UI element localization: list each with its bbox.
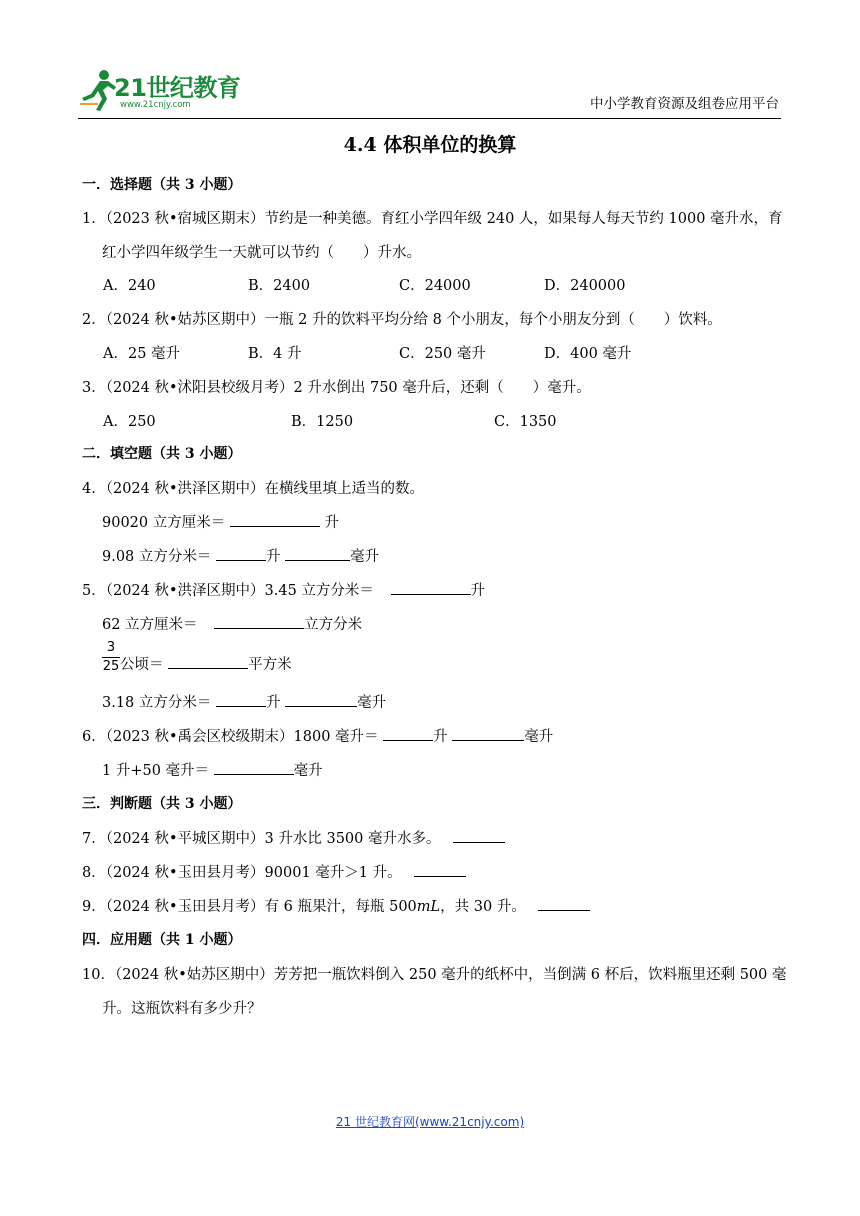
footer-link[interactable]: 21 世纪教育网(www.21cnjy.com) [335, 1115, 525, 1129]
logo-url: www.21cnjy.com [120, 100, 191, 110]
question-10-line-2: 升。这瓶饮料有多少升？ [102, 1001, 262, 1017]
q3-option-c: C．1350 [494, 414, 557, 430]
q6b-blank[interactable] [214, 760, 294, 775]
q4b-unit-1: 升 [266, 549, 281, 565]
q9-prefix: 9．（2024 秋•玉田县月考）有 6 瓶果汁，每瓶 500 [82, 899, 417, 915]
platform-name: 中小学教育资源及组卷应用平台 [590, 96, 779, 112]
q9-unit: mL [416, 899, 441, 915]
logo [78, 66, 258, 118]
page-header [78, 66, 781, 119]
q2-option-c: C．250 毫升 [399, 346, 486, 362]
question-6-line-a [82, 725, 553, 746]
q4b-unit-2: 毫升 [350, 549, 380, 565]
section-heading-4: 四．应用题（共 1 小题） [82, 932, 242, 948]
question-4-line-1: 4．（2024 秋•洪泽区期中）在横线里填上适当的数。 [82, 481, 425, 497]
q1-option-d: D．240000 [544, 278, 626, 294]
q5b-blank[interactable] [214, 614, 304, 629]
fraction-numerator: 3 [106, 640, 116, 655]
question-9 [82, 895, 590, 916]
q4a-prefix: 90020 立方厘米＝ [102, 515, 226, 531]
q5c-prefix: 公顷＝ [120, 657, 164, 673]
q6b-prefix: 1 升+50 毫升＝ [102, 763, 210, 779]
q5d-blank-2[interactable] [285, 692, 357, 707]
question-4-line-b [102, 545, 379, 566]
question-8 [82, 861, 466, 882]
q5a-blank[interactable] [391, 580, 471, 595]
fraction-denominator: 25 [102, 659, 120, 674]
q1-option-b: B．2400 [248, 278, 311, 294]
q2-option-a: A．25 毫升 [103, 346, 181, 362]
q6b-suffix: 毫升 [293, 763, 323, 779]
question-1-line-2: 红小学四年级学生一天就可以节约（ ）升水。 [102, 245, 421, 261]
q4b-prefix: 9.08 立方分米＝ [102, 549, 212, 565]
question-5-line-d [102, 691, 386, 712]
q5c-blank[interactable] [168, 654, 248, 669]
q6a-prefix: 6．（2023 秋•禹会区校级期末）1800 毫升＝ [82, 729, 379, 745]
q4b-blank-2[interactable] [285, 546, 350, 561]
fraction-bar [102, 657, 120, 658]
q4a-blank[interactable] [230, 512, 320, 527]
q9-blank[interactable] [538, 896, 590, 911]
question-4-line-a [102, 511, 339, 532]
question-3-line-1: 3．（2024 秋•沭阳县校级月考）2 升水倒出 750 毫升后，还剩（ ）毫升。 [82, 380, 591, 396]
question-5-line-c [120, 653, 292, 674]
q7-blank[interactable] [453, 828, 505, 843]
fraction [102, 640, 120, 674]
page-title: 4.4 体积单位的换算 [343, 134, 517, 156]
q2-option-b: B．4 升 [248, 346, 302, 362]
q5b-prefix: 62 立方厘米＝ [102, 617, 198, 633]
q5b-suffix: 立方分米 [304, 617, 363, 633]
q2-option-d: D．400 毫升 [544, 346, 632, 362]
q3-option-a: A．250 [103, 414, 156, 430]
q6a-blank-2[interactable] [452, 726, 524, 741]
section-heading-1: 一．选择题（共 3 小题） [82, 177, 242, 193]
q4a-suffix: 升 [324, 515, 339, 531]
q7-text: 7．（2024 秋•平城区期中）3 升水比 3500 毫升水多。 [82, 831, 441, 847]
question-6-line-b [102, 759, 323, 780]
q4b-blank-1[interactable] [216, 546, 266, 561]
q3-option-b: B．1250 [291, 414, 354, 430]
runner-logo-icon [78, 68, 118, 112]
q6a-unit-2: 毫升 [524, 729, 554, 745]
q8-blank[interactable] [414, 862, 466, 877]
q1-option-c: C．24000 [399, 278, 471, 294]
question-10-line-1: 10．（2024 秋•姑苏区期中）芳芳把一瓶饮料倒入 250 毫升的纸杯中，当倒满 6 杯后，饮料瓶里还剩 500 毫 [82, 967, 787, 983]
q9-suffix: ，共 30 升。 [440, 899, 526, 915]
q5a-prefix: 5．（2024 秋•洪泽区期中）3.45 立方分米＝ [82, 583, 374, 599]
q5d-prefix: 3.18 立方分米＝ [102, 695, 212, 711]
section-heading-3: 三．判断题（共 3 小题） [82, 796, 242, 812]
q5c-suffix: 平方米 [248, 657, 292, 673]
question-2-line-1: 2．（2024 秋•姑苏区期中）一瓶 2 升的饮料平均分给 8 个小朋友，每个小朋友分到（ ）饮料。 [82, 312, 722, 328]
question-5-line-b [102, 613, 362, 634]
q5a-suffix: 升 [470, 583, 486, 599]
q6a-blank-1[interactable] [383, 726, 433, 741]
q6a-unit-1: 升 [433, 729, 448, 745]
question-1-line-1: 1．（2023 秋•宿城区期末）节约是一种美德。育红小学四年级 240 人，如果每人每天节约 1000 毫升水，育 [82, 211, 783, 227]
q5d-blank-1[interactable] [216, 692, 266, 707]
question-7 [82, 827, 505, 848]
q1-option-a: A．240 [103, 278, 156, 294]
section-heading-2: 二．填空题（共 3 小题） [82, 446, 242, 462]
q8-text: 8．（2024 秋•玉田县月考）90001 毫升＞1 升。 [82, 865, 402, 881]
question-5-line-a [82, 579, 485, 600]
q5d-unit-1: 升 [266, 695, 281, 711]
logo-text: 21世纪教育 [114, 74, 241, 102]
q5d-unit-2: 毫升 [357, 695, 387, 711]
